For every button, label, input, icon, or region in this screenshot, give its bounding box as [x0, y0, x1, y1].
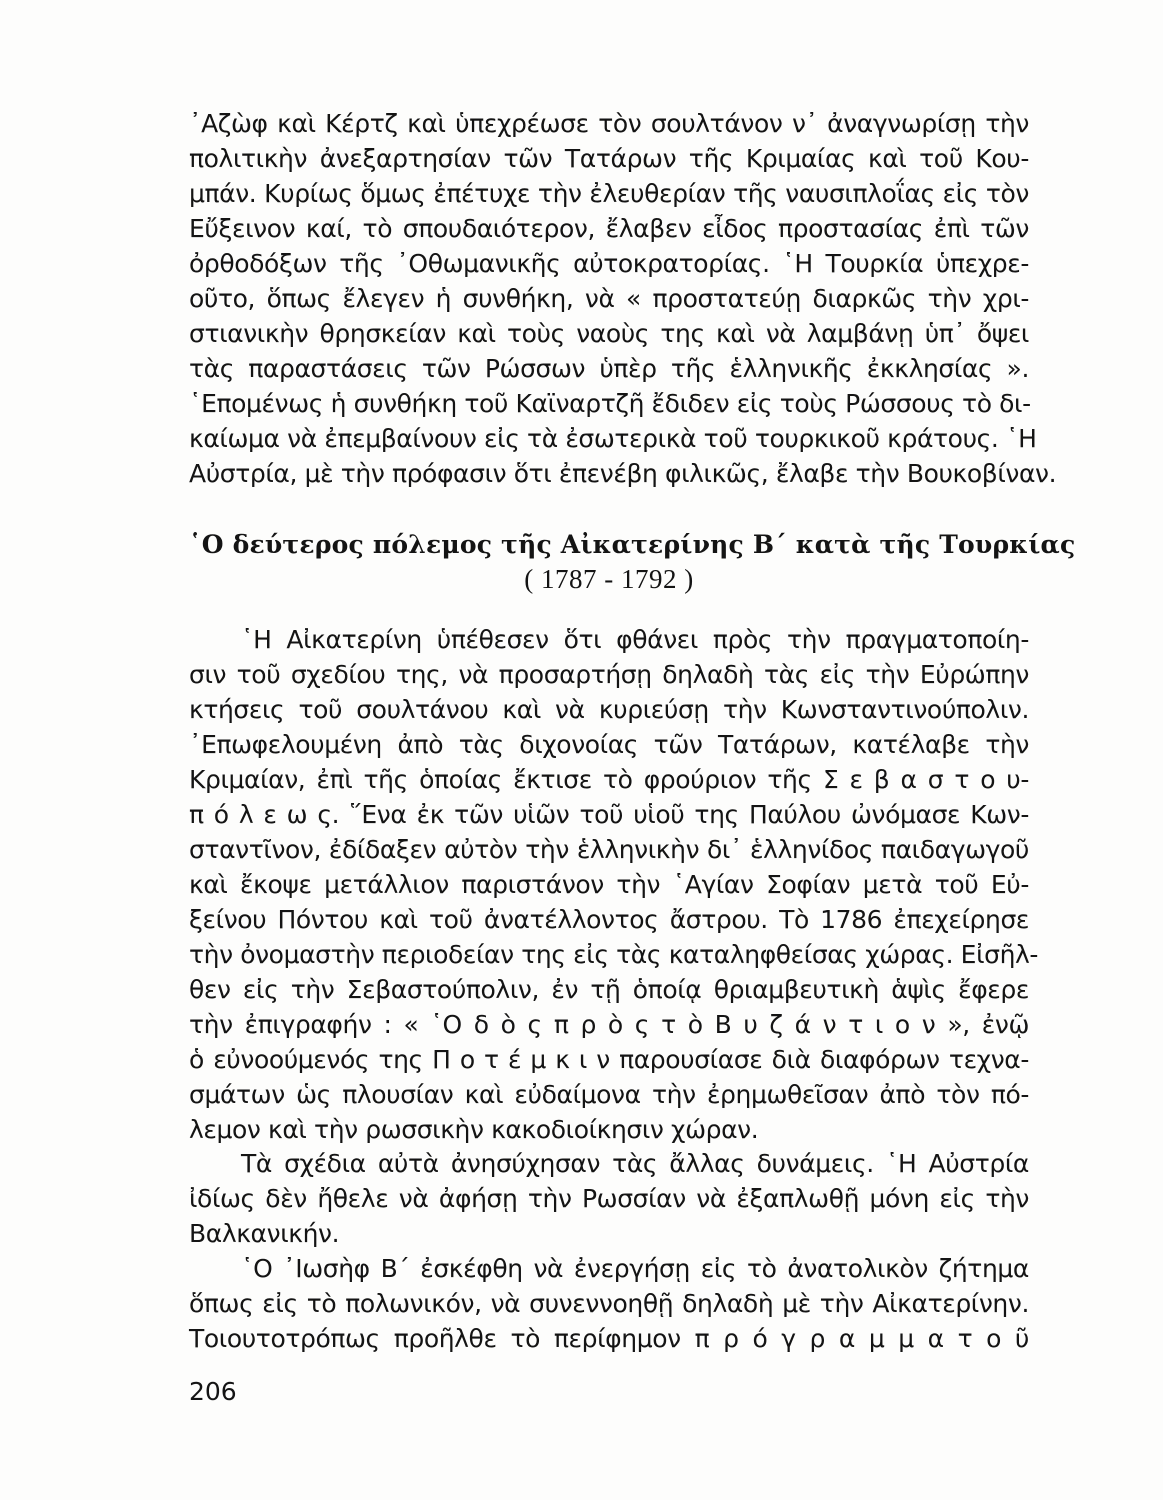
text-line: ᾿Αζὼφ καὶ Κέρτζ καὶ ὑπεχρέωσε τὸν σουλτάνον ν᾿ ἀναγνωρίσῃ τὴν — [189, 109, 1029, 138]
text-line: ᾿Επωφελουμένη ἀπὸ τὰς διχονοίας τῶν Τατάρων, κατέλαβε τὴν — [189, 730, 1029, 759]
text-line: ὅπως εἰς τὸ πολωνικόν, νὰ συνεννοηθῇ δηλαδὴ μὲ τὴν Αἰκατερίνην. — [189, 1289, 1029, 1318]
text-line: θεν εἰς τὴν Σεβαστούπολιν, ἐν τῇ ὁποίᾳ θριαμβευτικὴ ἁψὶς ἔφερε — [189, 975, 1029, 1004]
text-line: ὀρθοδόξων τῆς ᾿Οθωμανικῆς αὐτοκρατορίας. ῾Η Τουρκία ὑπεχρε- — [189, 249, 1029, 278]
text-line: οῦτο, ὅπως ἔλεγεν ἡ συνθήκη, νὰ « προστατεύῃ διαρκῶς τὴν χρι- — [189, 284, 1029, 313]
text-line: καὶ ἔκοψε μετάλλιον παριστάνον τὴν ῾Αγίαν Σοφίαν μετὰ τοῦ Εὐ- — [189, 870, 1029, 899]
text-line: Τὰ σχέδια αὐτὰ ἀνησύχησαν τὰς ἄλλας δυνάμεις. ῾Η Αὐστρία — [241, 1149, 1029, 1178]
page-number: 206 — [189, 1377, 237, 1406]
text-line: ξείνου Πόντου καὶ τοῦ ἀνατέλλοντος ἄστρου. Τὸ 1786 ἐπεχείρησε — [189, 905, 1029, 934]
text-line: Αὐστρία, μὲ τὴν πρόφασιν ὅτι ἐπενέβη φιλικῶς, ἔλαβε τὴν Βουκοβίναν. — [189, 459, 1057, 488]
text-line: ῾Η Αἰκατερίνη ὑπέθεσεν ὅτι φθάνει πρὸς τὴν πραγματοποίη- — [241, 625, 1029, 654]
text-line: μπάν. Κυρίως ὅμως ἐπέτυχε τὴν ἐλευθερίαν τῆς ναυσιπλοΐας εἰς τὸν — [189, 179, 1029, 208]
text-line: τὴν ὀνομαστὴν περιοδείαν της εἰς τὰς καταληφθείσας χώρας. Εἰσῆλ- — [189, 940, 1039, 969]
text-line: λεμον καὶ τὴν ρωσσικὴν κακοδιοίκησιν χώραν. — [189, 1115, 759, 1144]
paragraph-2 — [189, 622, 1039, 1147]
text-line: ὁ εὐνοούμενός της Π ο τ έ μ κ ι ν παρουσίασε διὰ διαφόρων τεχνα- — [189, 1045, 1029, 1074]
text-line: πολιτικὴν ἀνεξαρτησίαν τῶν Τατάρων τῆς Κριμαίας καὶ τοῦ Κου- — [189, 144, 1029, 173]
paragraph-4 — [189, 1251, 1029, 1356]
text-line: Τοιουτοτρόπως προῆλθε τὸ περίφημον π ρ ό γ ρ α μ μ α τ ο ῦ — [189, 1324, 1029, 1353]
text-line: κτήσεις τοῦ σουλτάνου καὶ νὰ κυριεύσῃ τὴν Κωνσταντινούπολιν. — [189, 695, 1029, 724]
section-heading-dates: ( 1787 - 1792 ) — [524, 564, 694, 594]
paragraph-3 — [189, 1146, 1029, 1251]
text-line: καίωμα νὰ ἐπεμβαίνουν εἰς τὰ ἐσωτερικὰ τοῦ τουρκικοῦ κράτους. ῾Η — [189, 424, 1037, 453]
text-line: σιν τοῦ σχεδίου της, νὰ προσαρτήσῃ δηλαδὴ τὰς εἰς τὴν Εὐρώπην — [189, 660, 1029, 689]
text-line: ῾Επομένως ἡ συνθήκη τοῦ Καϊναρτζῆ ἔδιδεν εἰς τοὺς Ρώσσους τὸ δι- — [189, 389, 1031, 418]
text-line: Κριμαίαν, ἐπὶ τῆς ὁποίας ἔκτισε τὸ φρούριον τῆς Σ ε β α σ τ ο υ- — [189, 765, 1029, 794]
text-line: σμάτων ὡς πλουσίαν καὶ εὐδαίμονα τὴν ἐρημωθεῖσαν ἀπὸ τὸν πό- — [189, 1080, 1029, 1109]
text-line: Βαλκανικήν. — [189, 1219, 340, 1248]
text-line: τὰς παραστάσεις τῶν Ρώσσων ὑπὲρ τῆς ἑλληνικῆς ἐκκλησίας ». — [189, 354, 1029, 383]
section-heading-title: ῾Ο δεύτερος πόλεμος τῆς Αἰκατερίνης Β΄ κατὰ τῆς Τουρκίας — [189, 530, 1076, 559]
text-line: στιανικὴν θρησκείαν καὶ τοὺς ναοὺς της καὶ νὰ λαμβάνῃ ὑπ᾿ ὄψει — [189, 319, 1029, 348]
text-line: π ό λ ε ω ς. ῞Ενα ἐκ τῶν υἱῶν τοῦ υἱοῦ της Παύλου ὠνόμασε Κων- — [189, 800, 1029, 829]
text-line: Εὔξεινον καί, τὸ σπουδαιότερον, ἔλαβεν εἶδος προστασίας ἐπὶ τῶν — [189, 214, 1029, 243]
text-line: σταντῖνον, ἐδίδαξεν αὐτὸν τὴν ἑλληνικὴν δι᾿ ἑλληνίδος παιδαγωγοῦ — [189, 835, 1029, 864]
paragraph-1 — [189, 106, 1057, 491]
section-heading — [189, 528, 1076, 596]
text-line: ἰδίως δὲν ἤθελε νὰ ἀφήσῃ τὴν Ρωσσίαν νὰ ἐξαπλωθῇ μόνη εἰς τὴν — [189, 1184, 1029, 1213]
text-line: τὴν ἐπιγραφήν : « ῾Ο δ ὸ ς π ρ ὸ ς τ ὸ Β υ ζ ά ν τ ι ο ν », ἐνῷ — [189, 1010, 1029, 1039]
text-line: ῾Ο ᾿Ιωσὴφ Β΄ ἐσκέφθη νὰ ἐνεργήσῃ εἰς τὸ ἀνατολικὸν ζήτημα — [241, 1254, 1029, 1283]
